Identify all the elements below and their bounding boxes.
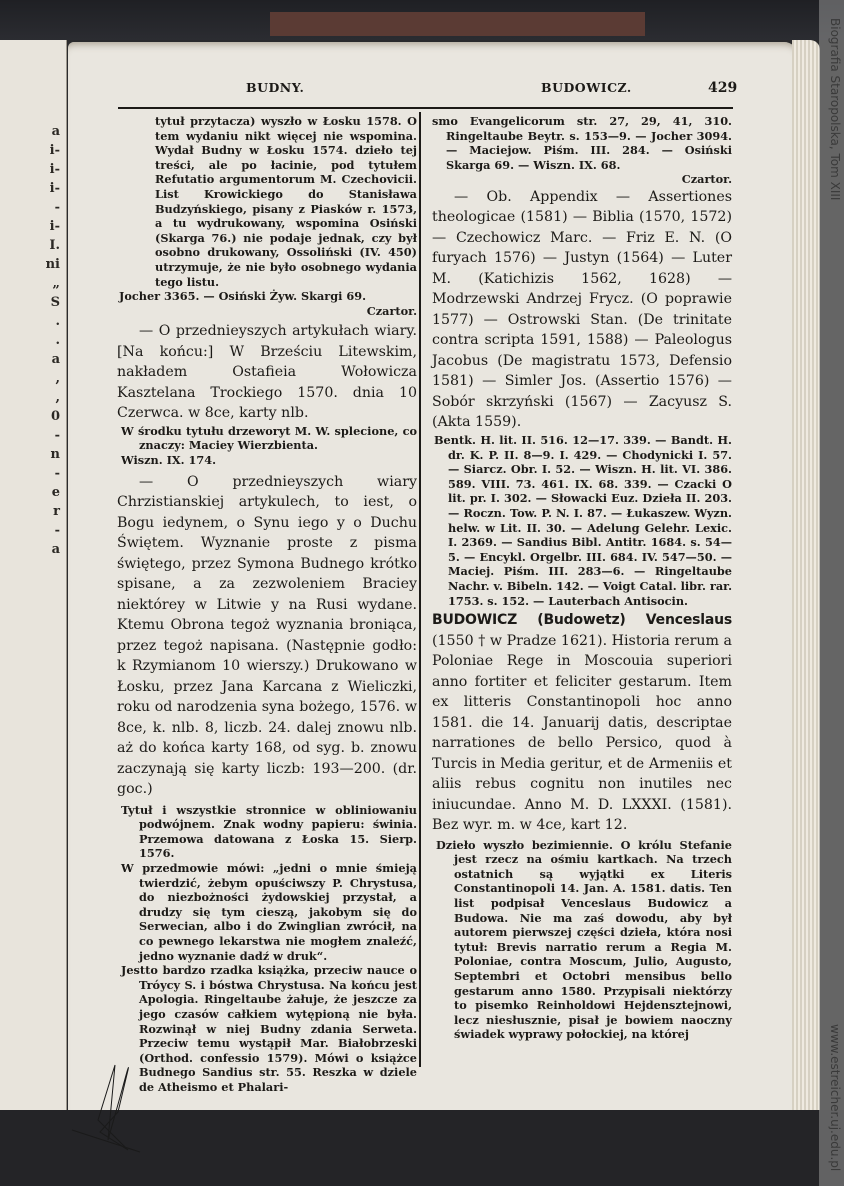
left-page-text-fragment: r xyxy=(53,504,60,519)
library-siglum: Czartor. xyxy=(681,172,732,187)
bibliographic-entry: — O przednieyszych wiary Chrzistianskiej artykulech, to iest, o Bogu iedynem, o Synu iego y o Duchu Świętem. Wyznanie proste z pisma świętego, przez Symona Budnego krótko spisane, a za zezwoleniem Braciey niektórey w Litwie y na Rusi wydane. Ktemu Obrona tegoż wyznania broniąca, przez tegoż napisana. (Następnie godło: k Rzymianom 10 wierszy.) Drukowano w Łosku, przez Jana Karcana z Wieliczki, roku od narodzenia syna bożego, 1576. w 8ce, k. nlb. 8, liczb. 24. dalej znowu nlb. aż do końca karty 168, od syg. b. znowu zaczynają się karty liczb: 193—200. (dr. goc.) xyxy=(117,473,417,798)
left-page-text-fragment: - xyxy=(54,523,60,538)
left-page-text-fragment: I. xyxy=(49,238,60,253)
references: smo Evangelicorum str. 27, 29, 41, 310. Ringeltaube Beytr. s. 153—9. — Jocher 3094. — Maciejow. Piśm. III. 284. — Osiński Skarga 69. — Wiszn. IX. 68. xyxy=(432,114,732,172)
left-page-text-fragment: , xyxy=(55,390,60,405)
page-edges xyxy=(792,40,820,1110)
references: Bentk. H. lit. II. 516. 12—17. 339. — Bandt. H. dr. K. P. II. 8—9. I. 429. — Chodynicki I. 57. — Siarcz. Obr. I. 52. — Wiszn. H. lit. VI. 386. 589. VIII. 73. 461. IX. 68. 339. — Czacki O lit. pr. I. 302. — Słowacki Euz. Dzieła II. 203. — Roczn. Tow. P. N. I. 87. — Łukaszew. Wyzn. helw. w Lit. II. 30. — Adelung Gelehr. Lexic. I. 2369. — Sandius Bibl. Antitr. 1684. s. 54—5. — Encykl. Orgelbr. III. 684. IV. 547—50. — Maciej. Piśm. III. 283—6. — Ringeltaube Nachr. v. Bibeln. 142. — Voigt Catal. libr. rar. 1753. s. 152. — Lauterbach Antisocin. xyxy=(434,432,732,608)
left-column xyxy=(117,114,417,1094)
handwritten-signature xyxy=(70,1060,160,1155)
paragraph-note: Jestto bardzo rzadka książka, przeciw nauce o Tróycy S. i bóstwa Chrystusa. Na końcu jest Apologia. Ringeltaube żałuje, że jeszcze za jego czasów całkiem wytępioną nie była. Rozwinął w niej Budny zdania Serweta. Przeciw temu wystąpił Mar. Białobrzeski (Orthod. confessio 1579). Mówi o książce Budnego Sandius str. 55. Reszka w dziele de Atheismo et Phalari- xyxy=(121,963,417,1094)
references: Jocher 3365. — Osiński Żyw. Skargi 69. xyxy=(119,289,366,304)
left-page-text-fragment: S xyxy=(50,295,60,310)
left-page-text-fragment: - xyxy=(54,428,60,443)
left-page-text-fragment: e xyxy=(51,485,60,500)
left-page-text-fragment: i- xyxy=(49,219,60,234)
paragraph-note: W środku tytułu drzeworyt M. W. splecione, co znaczy: Maciey Wierzbienta. xyxy=(121,423,417,453)
left-page-text-fragment: a xyxy=(51,352,60,367)
right-column xyxy=(432,114,732,1042)
left-page-edge xyxy=(0,40,67,1110)
left-running-head: BUDNY. xyxy=(246,80,305,95)
left-page-text-fragment: n xyxy=(50,447,60,462)
left-page-text-fragment: a xyxy=(51,542,60,557)
left-page-text-fragment: . xyxy=(55,333,60,348)
left-page-text-fragment: ni xyxy=(45,257,60,272)
entry-heading: BUDOWICZ (Budowetz) Venceslaus xyxy=(432,612,732,629)
paragraph-note: W przedmowie mówi: „jedni o mnie śmieją twierdzić, żebym opuściwszy P. Chrystusa, do niezbożności żydowskiej przystał, a drudzy się tym cieszą, jakobym się do Serwecian, albo i do Zwinglian zwrócił, na co pewnego lekarstwa nie mogłem znaleźć, jedno wyznanie dadź w druk“. xyxy=(121,860,417,963)
left-page-text-fragment: i- xyxy=(49,143,60,158)
entry-body: (1550 † w Pradze 1621). Historia rerum a Poloniae Rege in Moscouia superiori anno fortiter et feliciter gestarum. Item ex litteris Constantinopoli hoc anno 1581. die 14. Januarij datis, descriptae narrationes de bello Persico, quod à Turcis in Media geritur, et de Armeniis et aliis rebus cognitu non inutiles nec iniucundae. Anno M. D. LXXXI. (1581). Bez wyr. m. w 4ce, kart 12. xyxy=(432,632,732,834)
left-page-text-fragment: , xyxy=(55,371,60,386)
cross-references: — Ob. Appendix — Assertiones theologicae (1581) — Biblia (1570, 1572) — Czechowicz Marc. — Friz E. N. (O furyach 1576) — Justyn (1564) — Luter M. (Katichizis 1562, 1628) — Modrzewski Andrzej Frycz. (O poprawie 1577) — Ostrowski Stan. (De trinitate contra scripta 1591, 1588) — Paleologus Jacobus (De magistratu 1573, Defensio 1581) — Simler Jos. (Assertio 1576) — Sobór skrzyński (1567) — Zacyusz S. (Akta 1559). xyxy=(432,188,732,431)
book-spine-band xyxy=(270,12,645,36)
paragraph-note: tytuł przytacza) wyszło w Łosku 1578. O tem wydaniu nikt więcej nie wspomina. Wydał Budny w Łosku 1574. dzieło tej treści, ale po łacinie, pod tytułem Refutatio argumentorum M. Czechovicii. List Krowickiego do Stanisława Budzyńskiego, pisany z Piasków r. 1573, a tu wydrukowany, wspomina Osiński (Skarga 76.) nie podaje jednak, czy był osobno drukowany, Ossoliński (IV. 450) utrzymuje, że nie było osobnego wydania tego listu. xyxy=(155,114,417,289)
bibliographic-entry xyxy=(432,610,732,836)
column-rule xyxy=(419,112,421,1067)
bibliographic-entry: — O przednieyszych artykułach wiary. [Na końcu:] W Brześciu Litewskim, nakładem Ostafieia Wołowicza Kasztelana Trockiego 1570. dnia 10 Czerwca. w 8ce, karty nlb. xyxy=(117,323,417,422)
left-page-text-fragment: 0 xyxy=(50,409,60,424)
page-number: 429 xyxy=(708,80,738,96)
left-page-text-fragment: i- xyxy=(49,181,60,196)
left-page-text-fragment: - xyxy=(54,466,60,481)
watermark-title: Biografia Staropolska, Tom XIII xyxy=(828,18,842,201)
watermark-url: www.estreicher.uj.edu.pl xyxy=(828,1024,842,1172)
left-page-text-fragment: a xyxy=(51,124,60,139)
left-page-text-fragment: i- xyxy=(49,162,60,177)
left-page-text-fragment: „ xyxy=(52,276,60,291)
paragraph-note: Dzieło wyszło bezimiennie. O królu Stefanie jest rzecz na ośmiu kartkach. Na trzech ostatnich są wyjątki ex Literis Constantinopoli 14. Jan. A. 1581. datis. Ten list podpisał Venceslaus Budowicz a Budowa. Nie ma zaś dowodu, aby był autorem pierwszej części dzieła, która nosi tytuł: Brevis narratio rerum a Regia M. Poloniae, contra Moscum, Julio, Augusto, Septembri et Octobri mensibus bello gestarum anno 1580. Przypisali niektórzy to pisemko Reinholdowi Hejdensztejnowi, lecz niesłusznie, pisał je bowiem naoczny świadek wyprawy połockiej, na której xyxy=(436,837,732,1042)
references: Wiszn. IX. 174. xyxy=(121,453,217,467)
header-rule xyxy=(118,107,733,109)
left-page-text-fragment: . xyxy=(55,314,60,329)
paragraph-note: Tytuł i wszystkie stronnice w obliniowaniu podwójnem. Znak wodny papieru: świnia. Przemowa datowana z Łoska 15. Sierp. 1576. xyxy=(121,802,417,861)
library-siglum: Czartor. xyxy=(366,303,417,318)
left-page-text-fragment: - xyxy=(54,200,60,215)
right-running-head: BUDOWICZ. xyxy=(541,80,632,95)
